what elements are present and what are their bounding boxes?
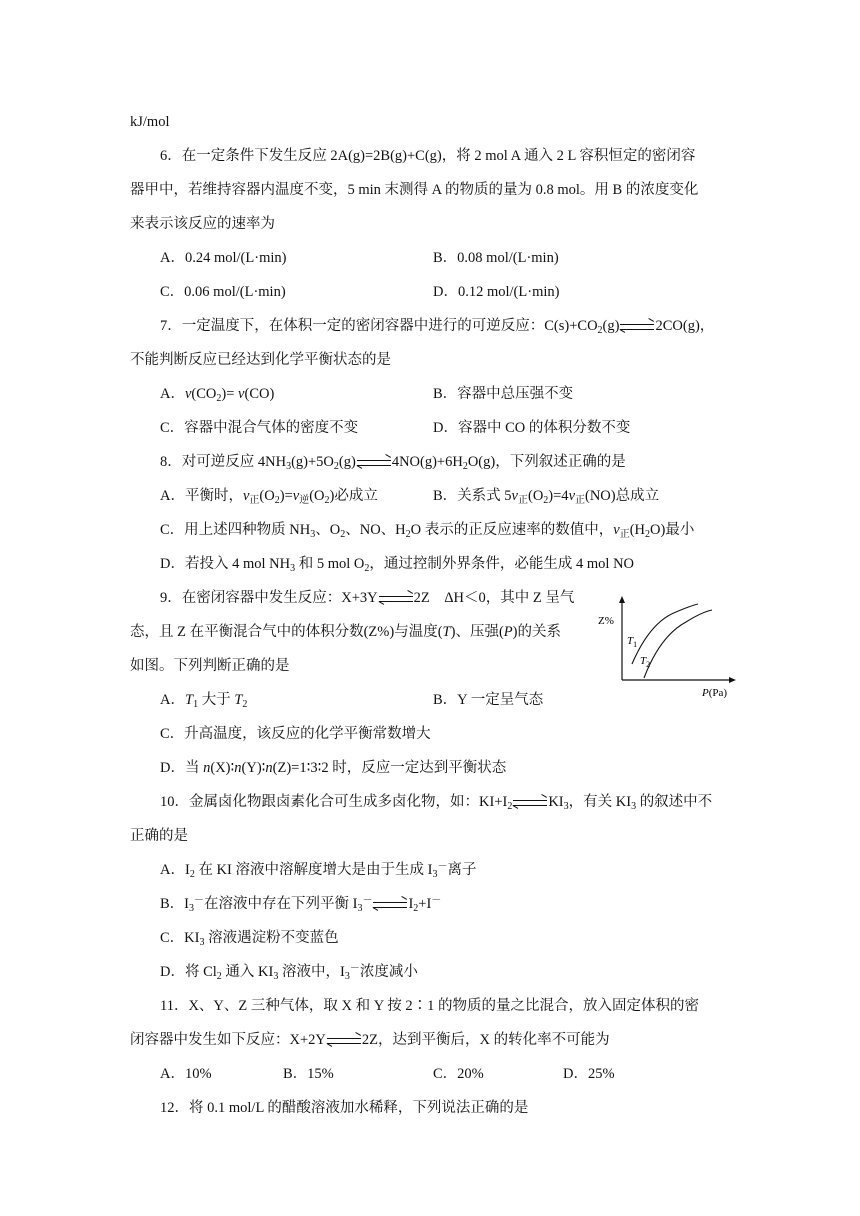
q9-stem-line3: 如图。下列判断正确的是 [130,658,290,674]
q7-option-d: D．容器中 CO 的体积分数不变 [433,420,631,436]
q9-option-b: B．Y 一定呈气态 [433,692,544,708]
q8-option-a: A．平衡时，$v_正(O_2)=v_逆(O_2)$必成立 [160,488,378,506]
q6-option-b: B．0.08 mol/(L·min) [433,250,559,266]
q10-option-b: B．$I_3^-$在溶液中存在下列平衡 $I_3^-$ $I_2+I^-$ [160,895,442,914]
q11-stem-line2: 闭容器中发生如下反应：X+2Y 2Z，达到平衡后，X 的转化率不可能为 [130,1030,610,1050]
q6-stem-line1: 6．在一定条件下发生反应 2A(g)=2B(g)+C(g)，将 2 mol A 通入 2 L 容积恒定的密闭容 [160,148,696,164]
q10-stem-line1: 10．金属卤化物跟卤素化合可生成多卤化物，如：$KI+I_2$ $KI_3$，有关 $KI_3$ 的叙述中不 [160,794,713,812]
equilibrium-arrow-icon [513,797,547,809]
equilibrium-arrow-icon [620,321,654,333]
graph-curve2-label: $T_2$ [640,655,651,669]
equilibrium-arrow-icon [327,1035,361,1047]
q11-option-a: A．10% [160,1066,212,1082]
q8-stem-line1: 8．对可逆反应 $4NH_3(g)+5O_2(g)$ $4NO(g)+6H_2O(g)$，下列叙述正确的是 [160,454,626,472]
graph-x-label: P(Pa) [702,687,728,699]
graph-y-label: Z% [598,615,614,627]
q7-option-c: C．容器中混合气体的密度不变 [160,420,359,436]
x-axis-arrow-icon [729,677,736,683]
equilibrium-arrow-icon [357,457,391,469]
z-percent-pressure-graph [598,594,738,704]
equilibrium-arrow-icon [373,899,407,911]
graph-curve1-label: $T_1$ [627,635,638,649]
q11-option-d: D．25% [563,1066,615,1082]
q6-stem-line2: 器甲中，若维持容器内温度不变，5 min 末测得 A 的物质的量为 0.8 mol。用 B 的浓度变化 [130,182,699,198]
q8-option-d: D．若投入 4 mol $NH_3$ 和 5 mol $O_2$，通过控制外界条件，必能生成 4 mol NO [160,556,635,574]
q6-option-d: D．0.12 mol/(L·min) [433,284,560,300]
q8-option-b: B．关系式 $5v_正(O_2)=4v_正(NO)$总成立 [433,488,660,506]
q10-option-d: D．将 $Cl_2$ 通入 $KI_3$ 溶液中，$I_3^-$浓度减小 [160,963,418,982]
q10-option-a: A．$I_2$ 在 KI 溶液中溶解度增大是由于生成 $I_3^-$离子 [160,861,477,880]
q11-stem-line1: 11．X、Y、Z 三种气体，取 X 和 Y 按 2∶1 的物质的量之比混合，放入固定体积的密 [160,998,700,1014]
q9-option-a: A．$T_1$ 大于 $T_2$ [160,692,248,710]
q12-stem-line1: 12．将 0.1 mol/L 的醋酸溶液加水稀释，下列说法正确的是 [160,1100,529,1116]
q7-option-b: B．容器中总压强不变 [433,386,574,402]
q9-option-c: C．升高温度，该反应的化学平衡常数增大 [160,726,431,742]
y-axis-arrow-icon [619,596,625,603]
equilibrium-arrow-icon [379,593,413,605]
q9-stem-line2: 态，且 Z 在平衡混合气中的体积分数(Z%)与温度(T)、压强(P)的关系 [130,624,561,640]
curve-t2 [644,610,712,678]
q11-option-c: C．20% [433,1066,484,1082]
q9-stem-line1: 9．在密闭容器中发生反应：X+3Y 2Z ΔH＜0，其中 Z 呈气 [160,588,574,608]
q9-option-d: D．当 n(X)∶n(Y)∶n(Z)=1∶3∶2 时，反应一定达到平衡状态 [160,760,507,776]
q6-stem-line3: 来表示该反应的速率为 [130,216,275,232]
q7-stem-line2: 不能判断反应已经达到化学平衡状态的是 [130,352,391,368]
unit-fragment: kJ/mol [130,114,170,130]
q7-stem-line1: 7．一定温度下，在体积一定的密闭容器中进行的可逆反应：$C(s)+CO_2(g)$ 2CO(g)， [160,318,715,336]
q10-stem-line2: 正确的是 [130,828,188,844]
q6-option-c: C．0.06 mol/(L·min) [160,284,286,300]
q10-option-c: C．$KI_3$ 溶液遇淀粉不变蓝色 [160,930,339,948]
q11-option-b: B．15% [283,1066,334,1082]
q8-option-c: C．用上述四种物质 $NH_3$、$O_2$、NO、$H_2O$ 表示的正反应速率的数值中，$v_正(H_2O)$最小 [160,522,695,540]
q7-option-a: A．$v(CO_2)= v(CO)$ [160,386,275,404]
graph-svg [598,594,738,704]
q6-option-a: A．0.24 mol/(L·min) [160,250,287,266]
